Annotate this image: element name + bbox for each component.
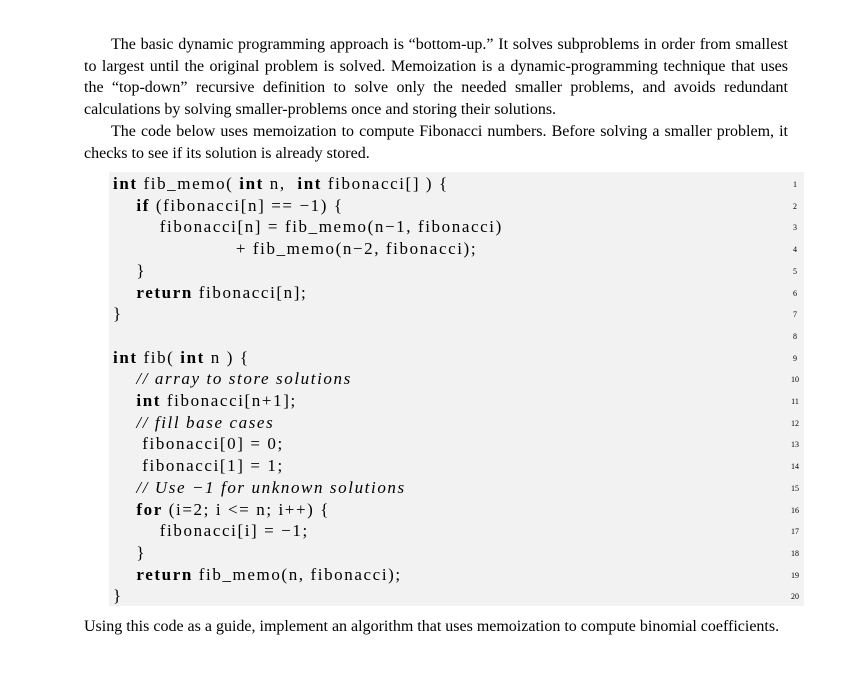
- code-text: fibonacci[1] = 1;: [113, 456, 284, 476]
- code-text: }: [113, 586, 123, 606]
- line-number: 17: [791, 527, 799, 537]
- line-number: 3: [793, 223, 797, 233]
- code-text: fibonacci[n] = fib_memo(n−1, fibonacci): [113, 217, 503, 237]
- line-number: 16: [791, 505, 799, 515]
- code-text: [113, 369, 136, 388]
- line-number: 14: [791, 462, 799, 472]
- code-comment: // array to store solutions: [136, 369, 352, 389]
- line-number: 10: [791, 375, 799, 385]
- code-comment: // Use −1 for unknown solutions: [136, 477, 406, 497]
- code-text: [113, 283, 136, 302]
- code-text: (i=2; i <= n; i++) {: [162, 499, 331, 519]
- code-keyword: for: [136, 499, 163, 519]
- line-number: 19: [791, 570, 799, 580]
- code-intro-paragraph: The code below uses memoization to compute Fibonacci numbers. Before solving a smaller problem, it checks to see if its solution is already stored.: [84, 123, 788, 162]
- code-text: [113, 478, 136, 497]
- code-keyword: int: [239, 174, 264, 193]
- code-line: [113, 434, 284, 454]
- code-text: fibonacci[0] = 0;: [113, 434, 284, 454]
- code-line: [113, 456, 284, 476]
- code-text: [113, 413, 136, 432]
- code-line: [113, 283, 307, 303]
- line-number: 5: [793, 266, 797, 276]
- code-text: [113, 391, 136, 410]
- line-number: 13: [791, 440, 799, 450]
- line-number: 11: [791, 397, 799, 406]
- code-text: fibonacci[n+1];: [161, 391, 297, 410]
- line-number: 8: [793, 331, 797, 341]
- code-keyword: int: [136, 391, 162, 410]
- code-line: [113, 174, 449, 194]
- line-number: 12: [791, 418, 799, 428]
- code-text: fib_memo(: [137, 174, 240, 193]
- line-number: 1: [793, 180, 797, 189]
- code-keyword: return: [136, 282, 193, 302]
- code-text: }: [113, 542, 147, 562]
- code-line: [113, 261, 146, 281]
- code-keyword: int: [180, 347, 205, 367]
- code-text: [113, 500, 136, 519]
- code-line: [113, 586, 123, 606]
- code-line: [113, 391, 297, 411]
- code-text: }: [113, 304, 123, 324]
- line-number: 6: [793, 288, 797, 298]
- code-line: [113, 348, 250, 368]
- code-line: [113, 217, 503, 237]
- code-line: [113, 543, 146, 563]
- line-number: 4: [793, 245, 797, 255]
- code-keyword: if: [136, 195, 150, 215]
- code-line: [113, 565, 402, 585]
- code-line: [113, 500, 330, 520]
- code-keyword: int: [113, 347, 138, 367]
- line-number: 9: [793, 353, 797, 363]
- code-text: fib(: [137, 347, 181, 367]
- code-text: fibonacci[i] = −1;: [113, 521, 309, 541]
- code-text: (fibonacci[n] == −1) {: [150, 195, 344, 215]
- code-text: [113, 565, 136, 584]
- code-text: fibonacci[] ) {: [322, 174, 449, 193]
- task-paragraph: Using this code as a guide, implement an algorithm that uses memoization to compute binomial coefficients.: [84, 618, 780, 635]
- code-text: fib_memo(n, fibonacci);: [192, 564, 402, 584]
- code-keyword: int: [113, 174, 138, 193]
- intro-paragraph: The basic dynamic programming approach is “bottom-up.” It solves subproblems in order from smallest to largest until the original problem is solved. Memoization is a dynamic-programming technique that uses the “top-down” recursive definition to solve only the needed smaller problems, and avoids redundant calculations by solving smaller-problems once and storing their solutions.: [84, 36, 788, 118]
- code-text: n ) {: [204, 347, 250, 367]
- code-line: [113, 478, 406, 498]
- code-line: [113, 304, 123, 324]
- code-line: [113, 413, 274, 433]
- line-number: 18: [791, 548, 799, 558]
- line-number: 20: [791, 592, 799, 602]
- code-line: [113, 239, 477, 259]
- code-line: [113, 196, 344, 216]
- code-line: [113, 521, 309, 541]
- code-text: fibonacci[n];: [192, 282, 308, 302]
- code-text: }: [113, 260, 147, 280]
- code-text: + fib_memo(n−2, fibonacci);: [113, 239, 478, 259]
- line-number: 15: [791, 483, 799, 493]
- code-line: [113, 369, 352, 389]
- code-text: n,: [263, 174, 298, 193]
- code-comment: // fill base cases: [136, 412, 275, 432]
- code-keyword: return: [136, 564, 193, 584]
- code-keyword: int: [297, 174, 323, 193]
- line-number: 7: [793, 310, 797, 320]
- line-number: 2: [793, 201, 797, 211]
- code-text: [113, 196, 136, 215]
